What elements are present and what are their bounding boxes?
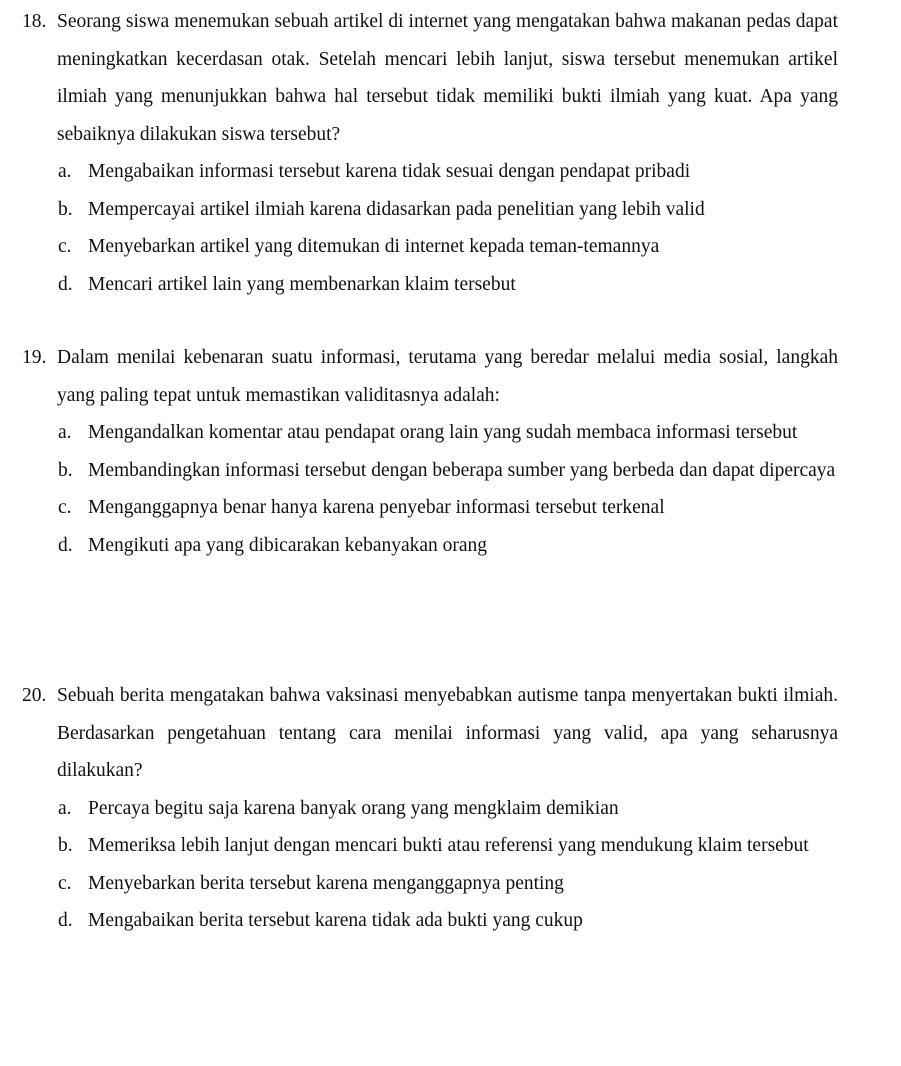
question-text: Dalam menilai kebenaran suatu informasi, terutama yang beredar melalui media sosial, langkah yang paling tepat untuk memastikan validitasnya adalah: [57,347,838,406]
option-a [22,790,838,828]
option-text: Mengandalkan komentar atau pendapat orang lain yang sudah membaca informasi tersebut [88,422,798,443]
question-number: 20. [22,685,47,706]
question-19 [22,339,838,564]
question-20 [22,677,838,940]
option-text: Menganggapnya benar hanya karena penyebar informasi tersebut terkenal [88,497,665,518]
options-list [22,414,838,564]
option-letter: d. [58,910,73,931]
option-d [22,266,838,304]
options-list [22,790,838,940]
option-text: Mengikuti apa yang dibicarakan kebanyakan orang [88,534,488,556]
question-text: Seorang siswa menemukan sebuah artikel di internet yang mengatakan bahwa makanan pedas dapat meningkatkan kecerdasan otak. Setelah mencari lebih lanjut, siswa tersebut menemukan artikel ilmiah yang menunjukkan bahwa hal tersebut tidak memiliki bukti ilmiah yang kuat. Apa yang sebaiknya dilakukan siswa tersebut? [57,11,838,145]
option-a [22,153,838,191]
question-text: Sebuah berita mengatakan bahwa vaksinasi menyebabkan autisme tanpa menyertakan bukti ilmiah. Berdasarkan pengetahuan tentang cara menilai informasi yang valid, apa yang seharusnya dilakukan? [57,685,838,781]
option-text: Menyebarkan artikel yang ditemukan di internet kepada teman-temannya [88,236,660,257]
option-text: Menyebarkan berita tersebut karena menganggapnya penting [88,872,564,894]
option-letter: c. [58,236,72,257]
option-text: Mencari artikel lain yang membenarkan klaim tersebut [88,273,516,295]
option-letter: c. [58,497,72,518]
question-stem [22,677,838,790]
option-letter: a. [58,422,72,443]
option-letter: d. [58,534,73,556]
option-c [22,865,838,903]
question-number: 19. [22,347,47,368]
option-letter: d. [58,273,73,295]
option-letter: a. [58,161,72,182]
option-d [22,902,838,940]
option-text: Mempercayai artikel ilmiah karena didasarkan pada penelitian yang lebih valid [88,198,705,220]
question-stem [22,3,838,153]
option-text: Percaya begitu saja karena banyak orang yang mengklaim demikian [88,797,619,819]
option-letter: a. [58,797,72,819]
option-b [22,452,838,490]
option-text: Membandingkan informasi tersebut dengan beberapa sumber yang berbeda dan dapat dipercaya [88,459,836,481]
option-text: Mengabaikan berita tersebut karena tidak ada bukti yang cukup [88,910,583,931]
option-c [22,489,838,527]
question-18 [22,3,838,303]
option-letter: b. [58,198,73,220]
option-letter: b. [58,835,73,856]
option-letter: c. [58,872,72,894]
option-a [22,414,838,452]
option-c [22,228,838,266]
option-letter: b. [58,459,73,481]
question-stem [22,339,838,414]
option-text: Memeriksa lebih lanjut dengan mencari bukti atau referensi yang mendukung klaim tersebut [88,835,809,856]
options-list [22,153,838,303]
option-b [22,827,838,865]
option-d [22,527,838,565]
option-b [22,191,838,229]
option-text: Mengabaikan informasi tersebut karena tidak sesuai dengan pendapat pribadi [88,161,691,182]
question-number: 18. [22,11,47,32]
